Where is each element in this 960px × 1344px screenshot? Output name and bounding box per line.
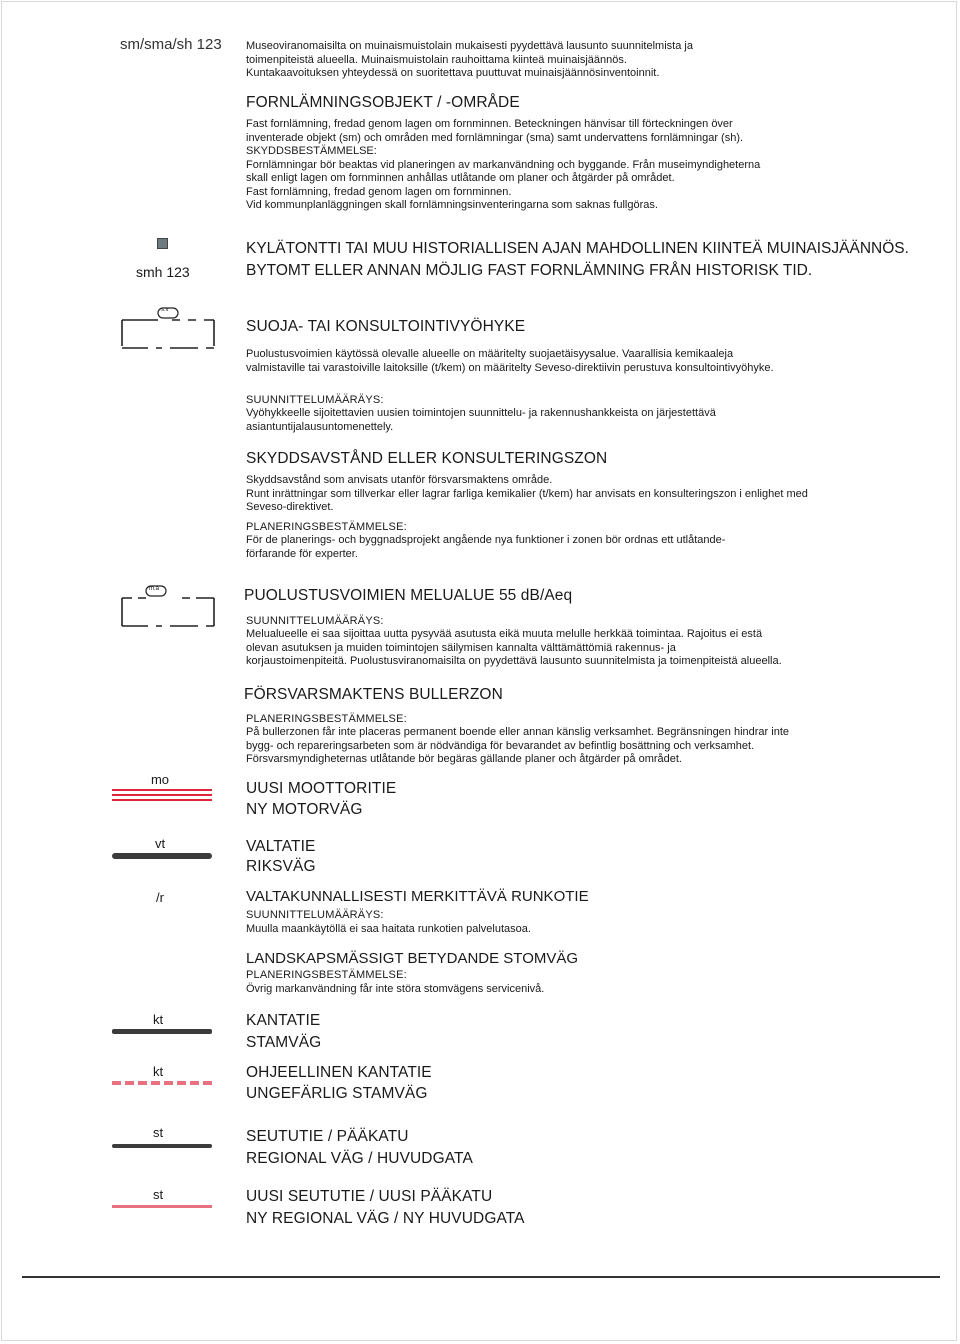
road-fi-st-new: UUSI SEUTUTIE / UUSI PÄÄKATU xyxy=(246,1188,493,1205)
skydd-sub-line: förfarande för experter. xyxy=(246,547,358,560)
intro-line: Kuntakaavoituksen yhteydessä on suoritettava puuttuvat muinaisjäännösinventoinnit. xyxy=(246,67,660,79)
road-fi-vt: VALTATIE xyxy=(246,838,316,855)
intro-line: toimenpiteistä alueella. Muinaismuistolain rauhoittama kiinteä muinaisjäännös. xyxy=(246,53,627,66)
suoja-sub-line: asiantuntijalausuntomenettely. xyxy=(246,420,394,433)
road-sv-kt: STAMVÄG xyxy=(246,1034,322,1051)
road-label-st-new: st xyxy=(152,1187,164,1202)
trunk-road-line-symbol xyxy=(112,1029,212,1034)
melu-text xyxy=(246,628,936,669)
buller-text xyxy=(246,726,936,767)
road-sv-kt-indicative: UNGEFÄRLIG STAMVÄG xyxy=(246,1085,428,1102)
buller-line: Försvarsmyndigheternas utlåtande bör begäras gällande planer och åtgärder på området. xyxy=(246,753,682,765)
melu-line: olevan asutuksen ja muiden toimintojen säilymisen kannalta välttämättömiä rakennus- ja xyxy=(246,641,676,654)
skydd-line: Skyddsavstånd som anvisats utanför försvarsmaktens område. xyxy=(246,474,553,486)
runkotie-heading-fi: VALTAKUNNALLISESTI MERKITTÄVÄ RUNKOTIE xyxy=(246,888,589,905)
skydd-sub-line: För de planerings- och byggnadsprojekt angående nya funktioner i zonen bör ordnas ett utlåtande- xyxy=(246,534,726,546)
suoja-heading: SUOJA- TAI KONSULTOINTIVYÖHYKE xyxy=(246,318,526,335)
skydd-heading: SKYDDSAVSTÅND ELLER KONSULTERINGSZON xyxy=(246,450,608,467)
noise-zone-symbol-text: m.a xyxy=(149,586,160,592)
motorway-line-symbol xyxy=(112,789,212,791)
road-label-r: /r xyxy=(156,890,164,905)
suoja-line: valmistaville tai varastoiville laitoksille (t/kem) on määritelty Seveso-direktiivin perustuva konsultointivyöhyke. xyxy=(246,361,774,374)
suoja-sub-text xyxy=(246,407,936,434)
melu-line: Melualueelle ei saa sijoittaa uutta pysyvää asutusta eikä muuta melulle herkkää toimintaa. Rajoitus ei estä xyxy=(246,628,763,640)
motorway-line-symbol xyxy=(112,799,212,801)
fornlamning-line: Vid kommunplanläggningen skall fornlämningsinventeringarna som saknas fullgöras. xyxy=(246,199,658,211)
suoja-sub-line: Vyöhykkeelle sijoitettavien uusien toimintojen suunnittelu- ja rakennushankkeista on järjestettävä xyxy=(246,407,716,419)
runkotie-sub-sv: PLANERINGSBESTÄMMELSE: xyxy=(246,969,407,981)
suoja-sub: SUUNNITTELUMÄÄRÄYS: xyxy=(246,394,384,406)
road-label-kt: kt xyxy=(152,1012,164,1027)
runkotie-line-fi: Muulla maankäytöllä ei saa haitata runkotien palvelutasoa. xyxy=(246,923,531,935)
noise-zone-symbol xyxy=(118,582,218,632)
road-sv-vt: RIKSVÄG xyxy=(246,858,316,875)
smh-heading-fi: KYLÄTONTTI TAI MUU HISTORIALLISEN AJAN MAHDOLLINEN KIINTEÄ MUINAISJÄÄNNÖS. xyxy=(246,240,909,257)
fornlamning-line: inventerade objekt (sm) och områden med fornlämningar (sma) samt undervattens fornlämningar (sh). xyxy=(246,131,744,144)
motorway-line-symbol xyxy=(112,794,212,796)
smh-square-icon xyxy=(157,238,168,249)
intro-line: Museoviranomaisilta on muinaismuistolain mukaisesti pyydettävä lausunto suunnitelmista ja xyxy=(246,40,693,52)
buller-heading: FÖRSVARSMAKTENS BULLERZON xyxy=(244,686,503,703)
suoja-text xyxy=(246,348,936,375)
road-label-vt: vt xyxy=(154,836,166,851)
protection-zone-symbol-text: s.v xyxy=(161,307,169,313)
melu-heading: PUOLUSTUSVOIMIEN MELUALUE 55 dB/Aeq xyxy=(244,587,573,604)
road-fi-kt: KANTATIE xyxy=(246,1012,321,1029)
buller-line: På bullerzonen får inte placeras permanent boende eller annan känslig verksamhet. Begränsningen hindrar inte xyxy=(246,726,790,738)
fornlamning-heading: FORNLÄMNINGSOBJEKT / -OMRÅDE xyxy=(246,94,520,111)
fornlamning-line: Fast fornlämning, fredad genom lagen om fornminnen. xyxy=(246,185,512,198)
indicative-trunk-road-line-symbol xyxy=(112,1081,212,1085)
runkotie-line-sv: Övrig markanvändning får inte störa stomvägens servicenivå. xyxy=(246,983,545,995)
intro-text xyxy=(246,40,926,81)
map-code-label: sm/sma/sh 123 xyxy=(120,36,222,53)
road-label-st: st xyxy=(152,1125,164,1140)
new-regional-road-line-symbol xyxy=(112,1205,212,1208)
road-sv-st-new: NY REGIONAL VÄG / NY HUVUDGATA xyxy=(246,1210,525,1227)
road-fi-st: SEUTUTIE / PÄÄKATU xyxy=(246,1128,409,1145)
bottom-divider xyxy=(22,1276,940,1278)
smh-label: smh 123 xyxy=(136,264,190,280)
skydd-line: Seveso-direktivet. xyxy=(246,501,334,513)
buller-sub: PLANERINGSBESTÄMMELSE: xyxy=(246,713,407,725)
melu-line: korjaustoimenpiteitä. Puolustusviranomaisilta on pyydettävä lausunto suunnitelmista ja toimenpiteistä alueella. xyxy=(246,655,782,667)
buller-line: bygg- och repareringsarbeten som är nödvändiga för bevarandet av befintlig bosättning och verksamhet. xyxy=(246,739,755,752)
runkotie-sub-fi: SUUNNITTELUMÄÄRÄYS: xyxy=(246,909,384,921)
fornlamning-text xyxy=(246,118,946,213)
fornlamning-line: Fast fornlämning, fredad genom lagen om fornminnen. Beteckningen hänvisar till förteckningen över xyxy=(246,118,733,130)
fornlamning-line: Fornlämningar bör beaktas vid planeringen av markanvändning och byggande. Från museimyndigheterna xyxy=(246,158,761,171)
smh-heading-sv: BYTOMT ELLER ANNAN MÖJLIG FAST FORNLÄMNING FRÅN HISTORISK TID. xyxy=(246,262,813,279)
skydd-text xyxy=(246,474,936,515)
road-sv-st: REGIONAL VÄG / HUVUDGATA xyxy=(246,1150,473,1167)
melu-sub: SUUNNITTELUMÄÄRÄYS: xyxy=(246,615,384,627)
runkotie-heading-sv: LANDSKAPSMÄSSIGT BETYDANDE STOMVÄG xyxy=(246,950,579,967)
fornlamning-line: skall enligt lagen om fornminnen anhållas utlåtande om planer och åtgärder på området. xyxy=(246,172,675,184)
skydd-line: Runt inrättningar som tillverkar eller lagrar farliga kemikalier (t/kem) har anvisats en konsulteringszon i enlighet med xyxy=(246,487,808,500)
road-fi-kt-indicative: OHJEELLINEN KANTATIE xyxy=(246,1064,432,1081)
regional-road-line-symbol xyxy=(112,1144,212,1148)
skydd-sub-text xyxy=(246,534,936,561)
road-fi-mo: UUSI MOOTTORITIE xyxy=(246,780,397,797)
fornlamning-line: SKYDDSBESTÄMMELSE: xyxy=(246,145,377,157)
skydd-sub: PLANERINGSBESTÄMMELSE: xyxy=(246,521,407,533)
road-sv-mo: NY MOTORVÄG xyxy=(246,801,363,818)
road-label-mo: mo xyxy=(150,772,170,787)
suoja-line: Puolustusvoimien käytössä olevalle alueelle on määritelty suojaetäisyysalue. Vaarallisia kemikaaleja xyxy=(246,348,734,360)
highway-line-symbol xyxy=(112,853,212,859)
road-label-kt-indicative: kt xyxy=(152,1064,164,1079)
